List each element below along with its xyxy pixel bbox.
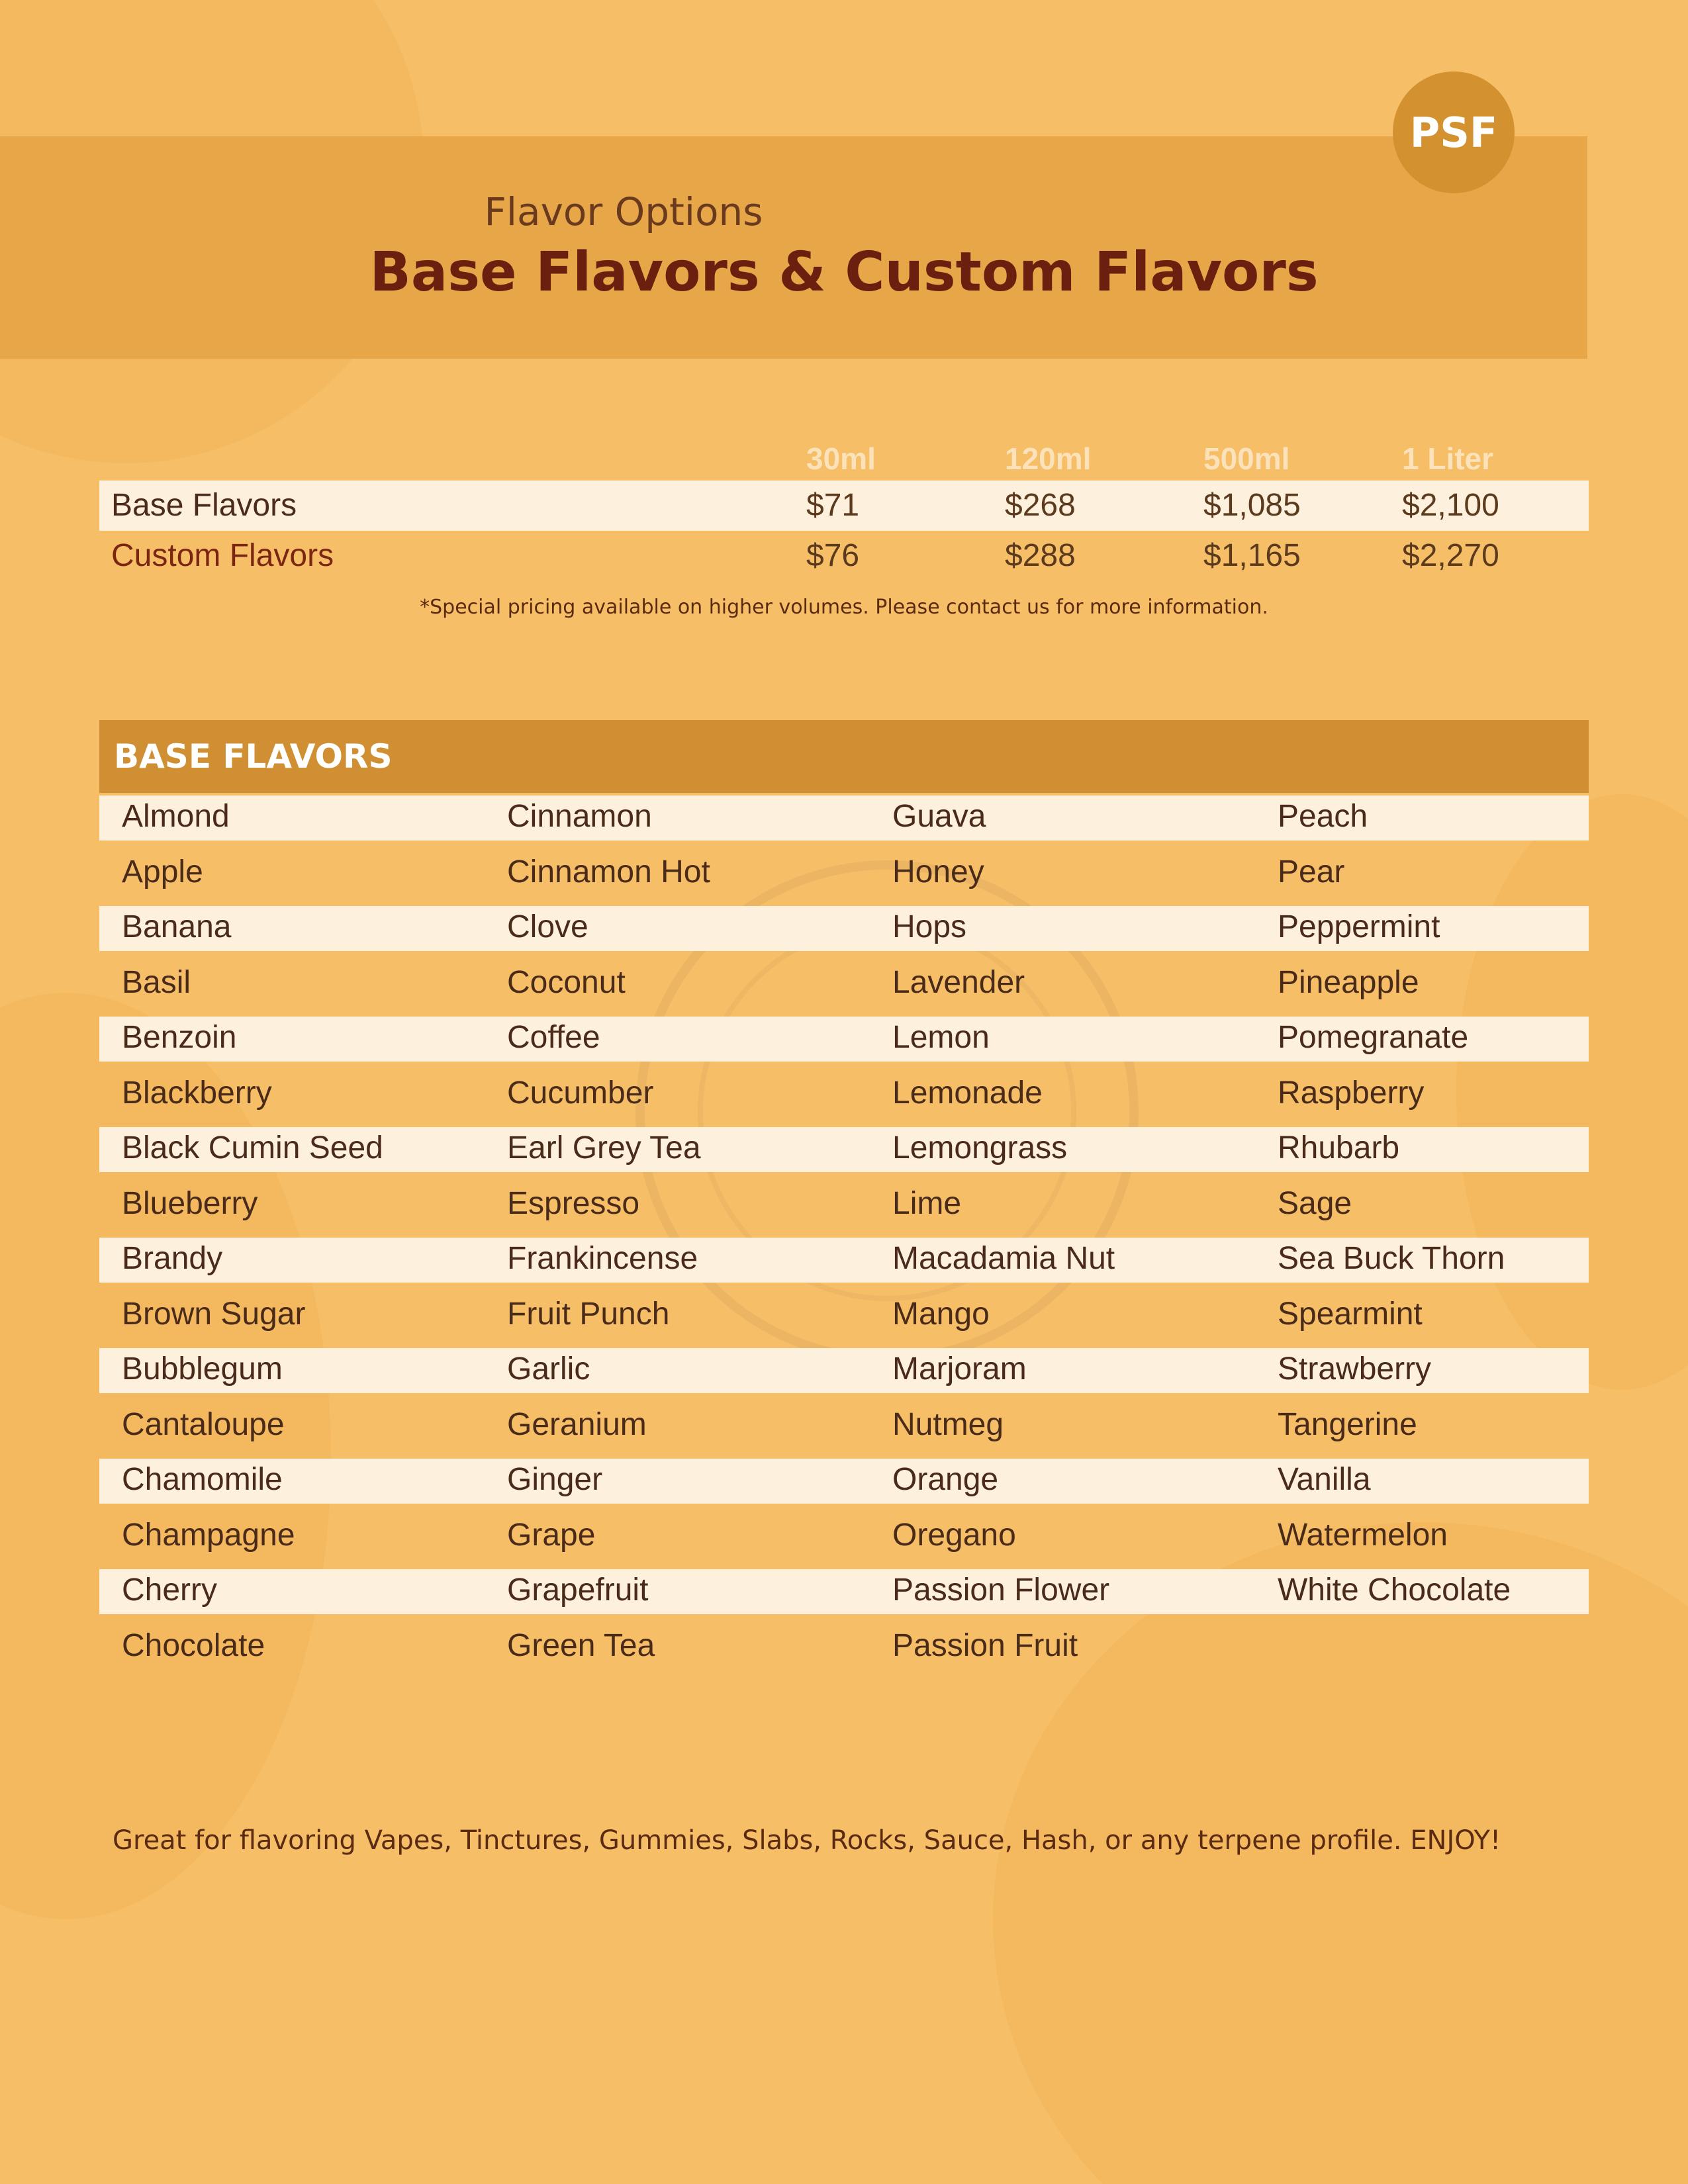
price-cell: $76 xyxy=(806,538,860,573)
flavor-item: Passion Flower xyxy=(892,1572,1110,1608)
flavor-item: Nutmeg xyxy=(892,1406,1004,1442)
flavor-row xyxy=(99,959,1589,1015)
flavor-row xyxy=(99,1622,1589,1678)
pricing-row-custom-flavors xyxy=(99,531,1589,581)
flavor-item: Honey xyxy=(892,854,984,889)
footer-text: Great for flavoring Vapes, Tinctures, Gummies, Slabs, Rocks, Sauce, Hash, or any terpene profile. ENJOY! xyxy=(113,1825,1501,1856)
flavor-row xyxy=(99,903,1589,959)
price-cell: $2,100 xyxy=(1402,488,1499,523)
price-cell: $268 xyxy=(1005,488,1076,523)
flavor-item: Cherry xyxy=(122,1572,218,1608)
base-flavors-heading: BASE FLAVORS xyxy=(99,720,1589,793)
flavor-item: Frankincense xyxy=(507,1241,698,1276)
flavor-item: Chocolate xyxy=(122,1627,265,1663)
flavor-item: Sea Buck Thorn xyxy=(1278,1241,1505,1276)
flavor-item: Banana xyxy=(122,909,232,944)
flavor-item: Sage xyxy=(1278,1185,1352,1221)
price-cell: $71 xyxy=(806,488,860,523)
flavor-item: Marjoram xyxy=(892,1351,1027,1387)
pricing-row-label: Custom Flavors xyxy=(111,538,334,573)
flavor-item: Lemonade xyxy=(892,1075,1043,1111)
flavor-row xyxy=(99,1235,1589,1291)
flavor-row xyxy=(99,1180,1589,1236)
flavor-item: Almond xyxy=(122,799,230,834)
flavor-item: Basil xyxy=(122,964,191,1000)
flavor-item: Rhubarb xyxy=(1278,1130,1400,1165)
flavor-row xyxy=(99,1456,1589,1512)
pricing-row-label: Base Flavors xyxy=(111,488,297,523)
flavor-item: Tangerine xyxy=(1278,1406,1417,1442)
flavor-item: Lemon xyxy=(892,1020,990,1055)
flavor-row xyxy=(99,1567,1589,1622)
flavor-row xyxy=(99,1014,1589,1069)
flavor-item: Green Tea xyxy=(507,1627,655,1663)
flavor-item: Earl Grey Tea xyxy=(507,1130,701,1165)
flavor-item: Raspberry xyxy=(1278,1075,1425,1111)
flavor-item: Brown Sugar xyxy=(122,1296,306,1332)
flavor-row xyxy=(99,1512,1589,1567)
flavor-item: Brandy xyxy=(122,1241,223,1276)
flavor-item: Mango xyxy=(892,1296,990,1332)
flavor-item: Oregano xyxy=(892,1517,1016,1553)
flavor-item: Blueberry xyxy=(122,1185,258,1221)
flavor-item: Geranium xyxy=(507,1406,647,1442)
flavor-item: Pineapple xyxy=(1278,964,1419,1000)
psf-badge: PSF xyxy=(1393,71,1515,193)
flavor-row xyxy=(99,793,1589,848)
page-title: Base Flavors & Custom Flavors xyxy=(369,241,1319,304)
flavor-item: White Chocolate xyxy=(1278,1572,1511,1608)
flavor-item: Macadamia Nut xyxy=(892,1241,1115,1276)
flavor-item: Garlic xyxy=(507,1351,590,1387)
flavor-item: Pomegranate xyxy=(1278,1020,1469,1055)
flavor-item: Black Cumin Seed xyxy=(122,1130,383,1165)
pricing-column-header: 30ml xyxy=(806,441,876,476)
flavor-item: Peppermint xyxy=(1278,909,1440,944)
flavor-row xyxy=(99,1124,1589,1180)
flavor-item: Grape xyxy=(507,1517,596,1553)
flavor-item: Grapefruit xyxy=(507,1572,649,1608)
flavor-item: Chamomile xyxy=(122,1462,283,1497)
flavor-row xyxy=(99,1401,1589,1457)
price-cell: $2,270 xyxy=(1402,538,1499,573)
pricing-header-row xyxy=(99,437,1589,480)
flavor-item: Lavender xyxy=(892,964,1025,1000)
pricing-column-header: 120ml xyxy=(1005,441,1092,476)
pricing-row-base-flavors xyxy=(99,480,1589,531)
flavor-item: Spearmint xyxy=(1278,1296,1423,1332)
flavor-item: Ginger xyxy=(507,1462,603,1497)
flavor-item: Vanilla xyxy=(1278,1462,1371,1497)
flavor-item: Apple xyxy=(122,854,203,889)
flavor-item: Lemongrass xyxy=(892,1130,1068,1165)
flavor-row xyxy=(99,1345,1589,1401)
price-cell: $1,085 xyxy=(1203,488,1301,523)
flavor-item: Strawberry xyxy=(1278,1351,1432,1387)
flavor-item: Cucumber xyxy=(507,1075,654,1111)
flavor-item: Hops xyxy=(892,909,967,944)
flavor-item: Coconut xyxy=(507,964,626,1000)
flavor-item: Passion Fruit xyxy=(892,1627,1078,1663)
flavor-item: Cantaloupe xyxy=(122,1406,285,1442)
flavor-item: Pear xyxy=(1278,854,1345,889)
flavor-item: Watermelon xyxy=(1278,1517,1448,1553)
flavor-item: Lime xyxy=(892,1185,962,1221)
flavor-item: Guava xyxy=(892,799,986,834)
flavor-item: Fruit Punch xyxy=(507,1296,670,1332)
flavor-item: Champagne xyxy=(122,1517,295,1553)
flavor-item: Clove xyxy=(507,909,588,944)
pricing-note: *Special pricing available on higher volumes. Please contact us for more information. xyxy=(420,596,1268,619)
base-flavors-list xyxy=(99,793,1589,1677)
flavor-item: Bubblegum xyxy=(122,1351,283,1387)
flavor-item: Blackberry xyxy=(122,1075,272,1111)
price-cell: $1,165 xyxy=(1203,538,1301,573)
page-kicker: Flavor Options xyxy=(484,189,763,234)
flavor-row xyxy=(99,1291,1589,1346)
flavor-item: Peach xyxy=(1278,799,1368,834)
pricing-column-header: 1 Liter xyxy=(1402,441,1494,476)
flavor-item: Coffee xyxy=(507,1020,600,1055)
price-cell: $288 xyxy=(1005,538,1076,573)
pricing-table xyxy=(99,437,1589,581)
flavor-item: Orange xyxy=(892,1462,999,1497)
flavor-item: Cinnamon xyxy=(507,799,652,834)
flavor-row xyxy=(99,848,1589,904)
flavor-item: Benzoin xyxy=(122,1020,237,1055)
flavor-item: Cinnamon Hot xyxy=(507,854,710,889)
flavor-item: Espresso xyxy=(507,1185,640,1221)
flavor-row xyxy=(99,1069,1589,1125)
pricing-column-header: 500ml xyxy=(1203,441,1290,476)
